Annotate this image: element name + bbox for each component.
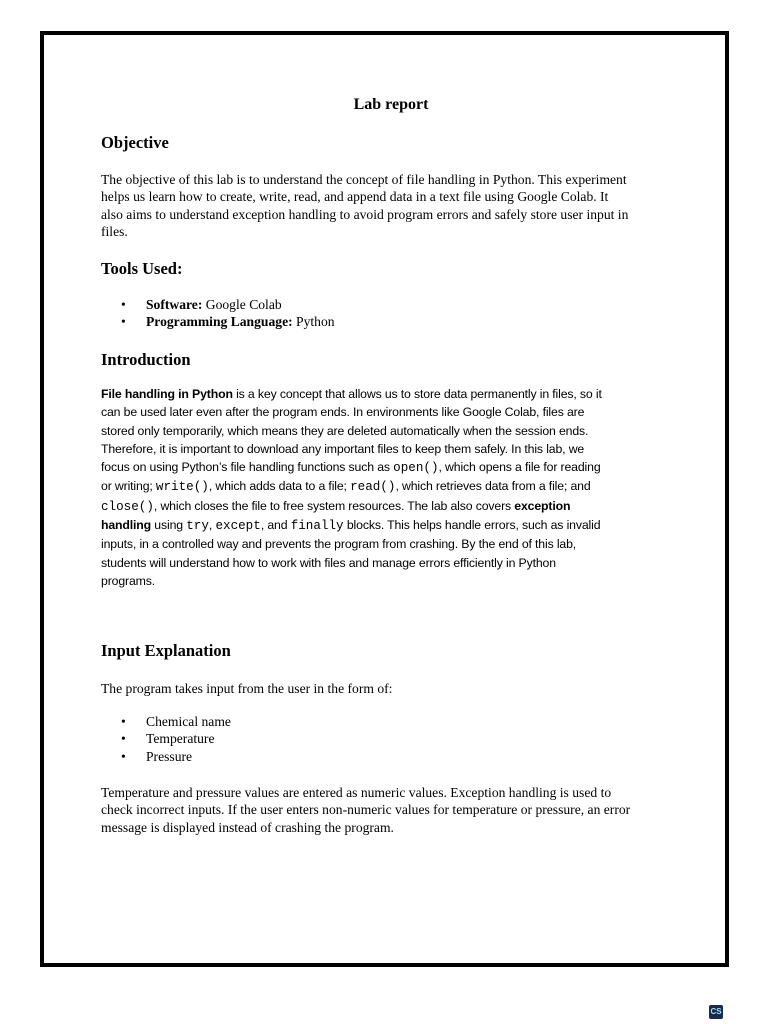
intro-text: using: [151, 518, 187, 533]
intro-text: is a key concept that allows us to store data permanently in files, so it: [232, 387, 602, 401]
list-item: • Chemical name: [121, 713, 231, 730]
document-page: [40, 31, 729, 967]
intro-text: , which retrieves data from a file; and: [395, 479, 591, 494]
code-except: except: [215, 519, 261, 534]
input-explanation-intro: The program takes input from the user in the form of:: [101, 681, 393, 696]
objective-heading: Objective: [101, 133, 169, 152]
page-title: Lab report: [353, 96, 429, 113]
input-list: [121, 713, 231, 765]
tools-list: [121, 296, 335, 331]
tools-item-label: Software:: [146, 297, 203, 312]
objective-line-2: helps us learn how to create, write, read, and append data in a text file using Google Colab. It: [101, 189, 609, 205]
intro-text: , which adds data to a file;: [208, 479, 351, 494]
introduction-heading: Introduction: [101, 350, 191, 369]
tools-item-value: Google Colab: [202, 297, 282, 312]
introduction-paragraph: [101, 385, 681, 590]
intro-text: students will understand how to work with files and manage errors efficiently in Python: [101, 555, 556, 570]
code-try: try: [186, 519, 209, 534]
intro-text: or writing;: [101, 479, 156, 494]
objective-line-1: The objective of this lab is to understand the concept of file handling in Python. This experiment: [101, 172, 627, 187]
code-finally: finally: [290, 519, 344, 534]
intro-text: ,: [208, 518, 216, 533]
tools-heading: Tools Used:: [101, 259, 183, 278]
list-item: [121, 313, 335, 330]
badge-letter-s: S: [716, 1007, 722, 1016]
badge-letter-c: C: [710, 1007, 717, 1016]
intro-text: stored only temporarily, which means they are deleted automatically when the session ends.: [101, 423, 589, 438]
code-read: read(): [350, 480, 396, 495]
closing-line-2: check incorrect inputs. If the user enters non-numeric values for temperature or pressure, an error: [101, 802, 631, 818]
intro-text: , and: [260, 518, 291, 533]
objective-line-3: also aims to understand exception handling to avoid program errors and safely store user input in: [101, 206, 629, 222]
list-item: • Temperature: [121, 730, 231, 747]
closing-line-1: Temperature and pressure values are entered as numeric values. Exception handling is used to: [101, 785, 612, 800]
intro-text: blocks. This helps handle errors, such as invalid: [343, 518, 601, 533]
code-open: open(): [393, 461, 439, 476]
intro-bold-term: File handling in Python: [101, 387, 233, 401]
intro-text: Therefore, it is important to download any important files to keep them safely. In this lab, we: [101, 441, 585, 456]
code-write: write(): [155, 480, 209, 495]
list-item: [121, 296, 335, 313]
objective-paragraph: [101, 171, 681, 241]
intro-bold-term: exception: [514, 498, 571, 513]
input-explanation-heading: Input Explanation: [101, 641, 231, 660]
camscanner-logo: [709, 1005, 723, 1019]
closing-line-3: message is displayed instead of crashing the program.: [101, 819, 394, 835]
list-item: • Pressure: [121, 748, 231, 765]
objective-line-4: files.: [101, 224, 128, 240]
intro-text: , which closes the file to free system resources. The lab also covers: [153, 498, 515, 513]
input-explanation-paragraph: [101, 784, 681, 836]
intro-text: focus on using Python’s file handling functions such as: [101, 460, 394, 475]
tools-item-label: Programming Language:: [146, 314, 293, 330]
intro-text: , which opens a file for reading: [438, 460, 601, 475]
intro-bold-term: handling: [101, 518, 152, 533]
code-close: close(): [101, 499, 154, 514]
intro-text: inputs, in a controlled way and prevents the program from crashing. By the end of this lab,: [101, 537, 577, 552]
intro-text: programs.: [101, 573, 156, 588]
intro-text: can be used later even after the program ends. In environments like Google Colab, files are: [101, 405, 585, 420]
tools-item-value: Python: [292, 314, 335, 330]
